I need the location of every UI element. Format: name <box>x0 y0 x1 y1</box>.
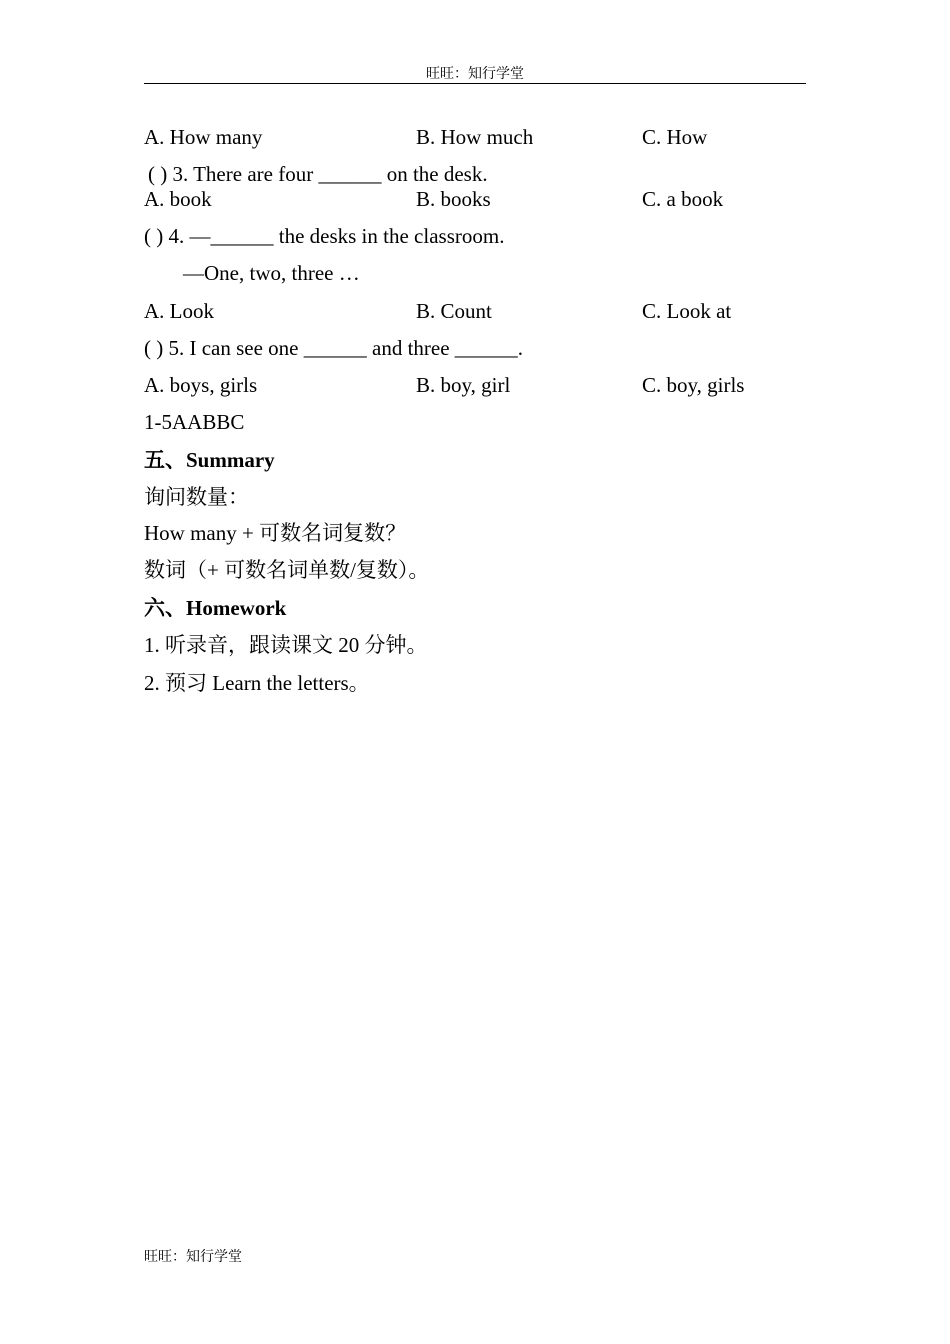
q2-option-a: A. How many <box>144 125 263 149</box>
summary-heading: 五、Summary <box>144 448 275 472</box>
page-footer: 旺旺：知行学堂 <box>144 1250 242 1265</box>
header-divider <box>144 83 806 84</box>
q3-option-c: C. a book <box>642 187 724 211</box>
answer-key: 1-5AABBC <box>144 410 245 434</box>
q3-option-a: A. book <box>144 187 212 211</box>
q5-stem: ( ) 5. I can see one ______ and three ______. <box>144 336 524 360</box>
q5-option-c: C. boy, girls <box>642 373 745 397</box>
summary-line-1: 询问数量： <box>144 485 249 509</box>
q4-stem: ( ) 4. —______ the desks in the classroom. <box>144 224 505 248</box>
q3-stem: ( ) 3. There are four ______ on the desk. <box>148 162 488 186</box>
q2-option-b: B. How much <box>416 125 534 149</box>
summary-line-2: How many + 可数名词复数？ <box>144 521 407 545</box>
q4-reply: —One, two, three … <box>183 261 360 285</box>
q2-option-c: C. How <box>642 125 708 149</box>
q4-option-b: B. Count <box>416 299 492 323</box>
q5-option-a: A. boys, girls <box>144 373 258 397</box>
summary-line-3: 数词（+ 可数名词单数/复数）。 <box>144 558 430 582</box>
homework-heading: 六、Homework <box>144 596 287 620</box>
q5-option-b: B. boy, girl <box>416 373 511 397</box>
q4-option-c: C. Look at <box>642 299 732 323</box>
q3-option-b: B. books <box>416 187 491 211</box>
page-header: 旺旺：知行学堂 <box>426 67 524 82</box>
homework-item-1: 1. 听录音，跟读课文 20 分钟。 <box>144 633 428 657</box>
q4-option-a: A. Look <box>144 299 214 323</box>
homework-item-2: 2. 预习 Learn the letters。 <box>144 671 370 695</box>
